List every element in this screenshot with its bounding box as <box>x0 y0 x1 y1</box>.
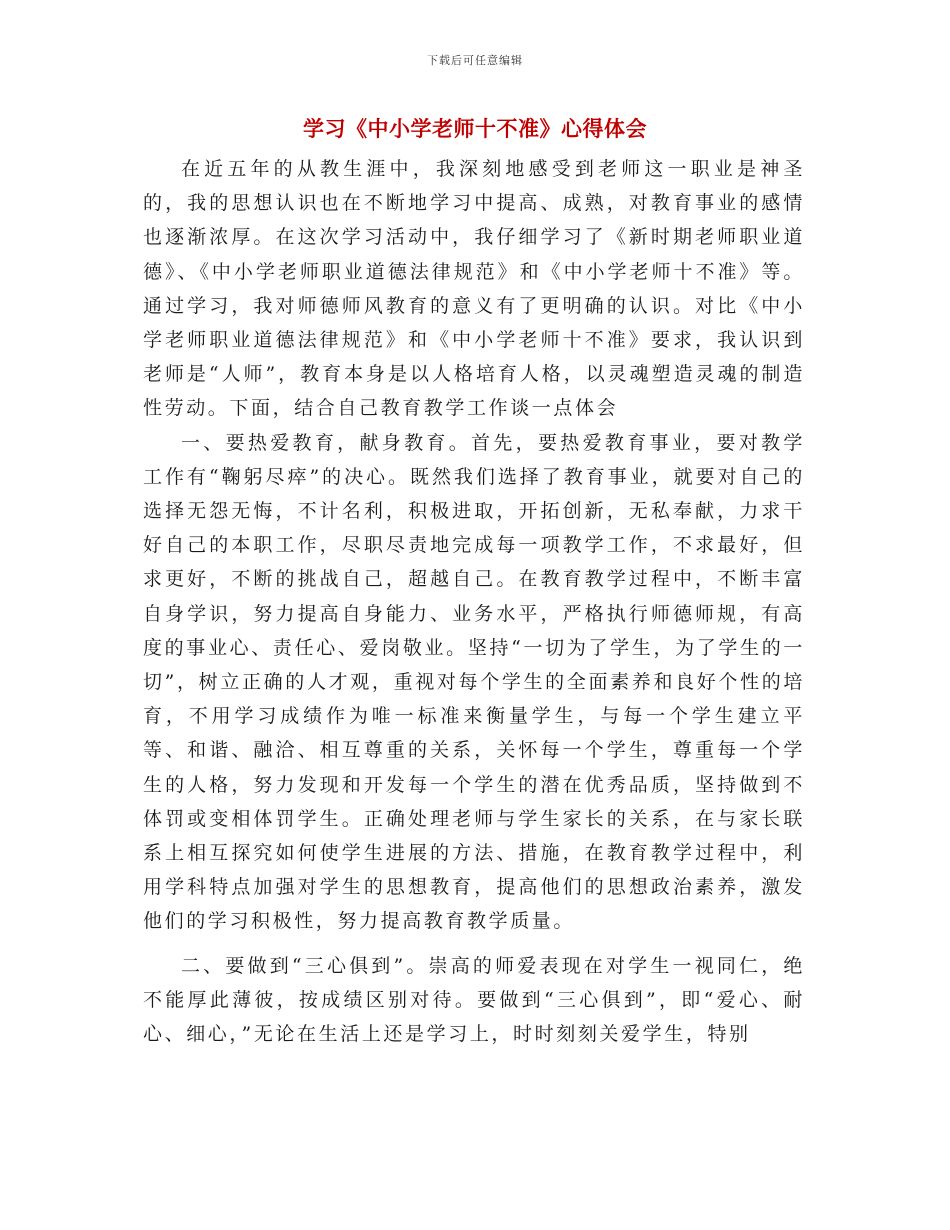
paragraph-intro: 在近五年的从教生涯中，我深刻地感受到老师这一职业是神圣的，我的思想认识也在不断地学习中提高、成熟，对教育事业的感情也逐渐浓厚。在这次学习活动中，我仔细学习了《新时期老师职业道德》、《中小学老师职业道德法律规范》和《中小学老师十不准》等。通过学习，我对师德师风教育的意义有了更明确的认识。对比《中小学老师职业道德法律规范》和《中小学老师十不准》要求，我认识到老师是“人师”，教育本身是以人格培育人格，以灵魂塑造灵魂的制造性劳动。下面，结合自己教育教学工作谈一点体会 <box>143 158 805 420</box>
document-body <box>143 152 805 1051</box>
document-title: 学习《中小学老师十不准》心得体会 <box>303 117 647 141</box>
paragraph-point-1: 一、要热爱教育，献身教育。首先，要热爱教育事业，要对教学工作有“鞠躬尽瘁”的决心。既然我们选择了教育事业，就要对自己的选择无怨无悔，不计名利，积极进取，开拓创新，无私奉献，力求干好自己的本职工作，尽职尽责地完成每一项教学工作，不求最好，但求更好，不断的挑战自己，超越自己。在教育教学过程中，不断丰富自身学识，努力提高自身能力、业务水平，严格执行师德师规，有高度的事业心、责任心、爱岗敬业。坚持“一切为了学生，为了学生的一切”，树立正确的人才观，重视对每个学生的全面素养和良好个性的培育，不用学习成绩作为唯一标准来衡量学生，与每一个学生建立平等、和谐、融洽、相互尊重的关系，关怀每一个学生，尊重每一个学生的人格，努力发现和开发每一个学生的潜在优秀品质，坚持做到不体罚或变相体罚学生。正确处理老师与学生家长的关系，在与家长联系上相互探究如何使学生进展的方法、措施，在教育教学过程中，利用学科特点加强对学生的思想教育，提高他们的思想政治素养，激发他们的学习积极性，努力提高教育教学质量。 <box>143 431 805 933</box>
header-note: 下载后可任意编辑 <box>427 54 523 67</box>
paragraph-point-2: 二、要做到“三心俱到”。崇高的师爱表现在对学生一视同仁，绝不能厚此薄彼，按成绩区别对待。要做到“三心俱到”，即“爱心、耐心、细心，”无论在生活上还是学习上，时时刻刻关爱学生，特别 <box>143 954 805 1046</box>
